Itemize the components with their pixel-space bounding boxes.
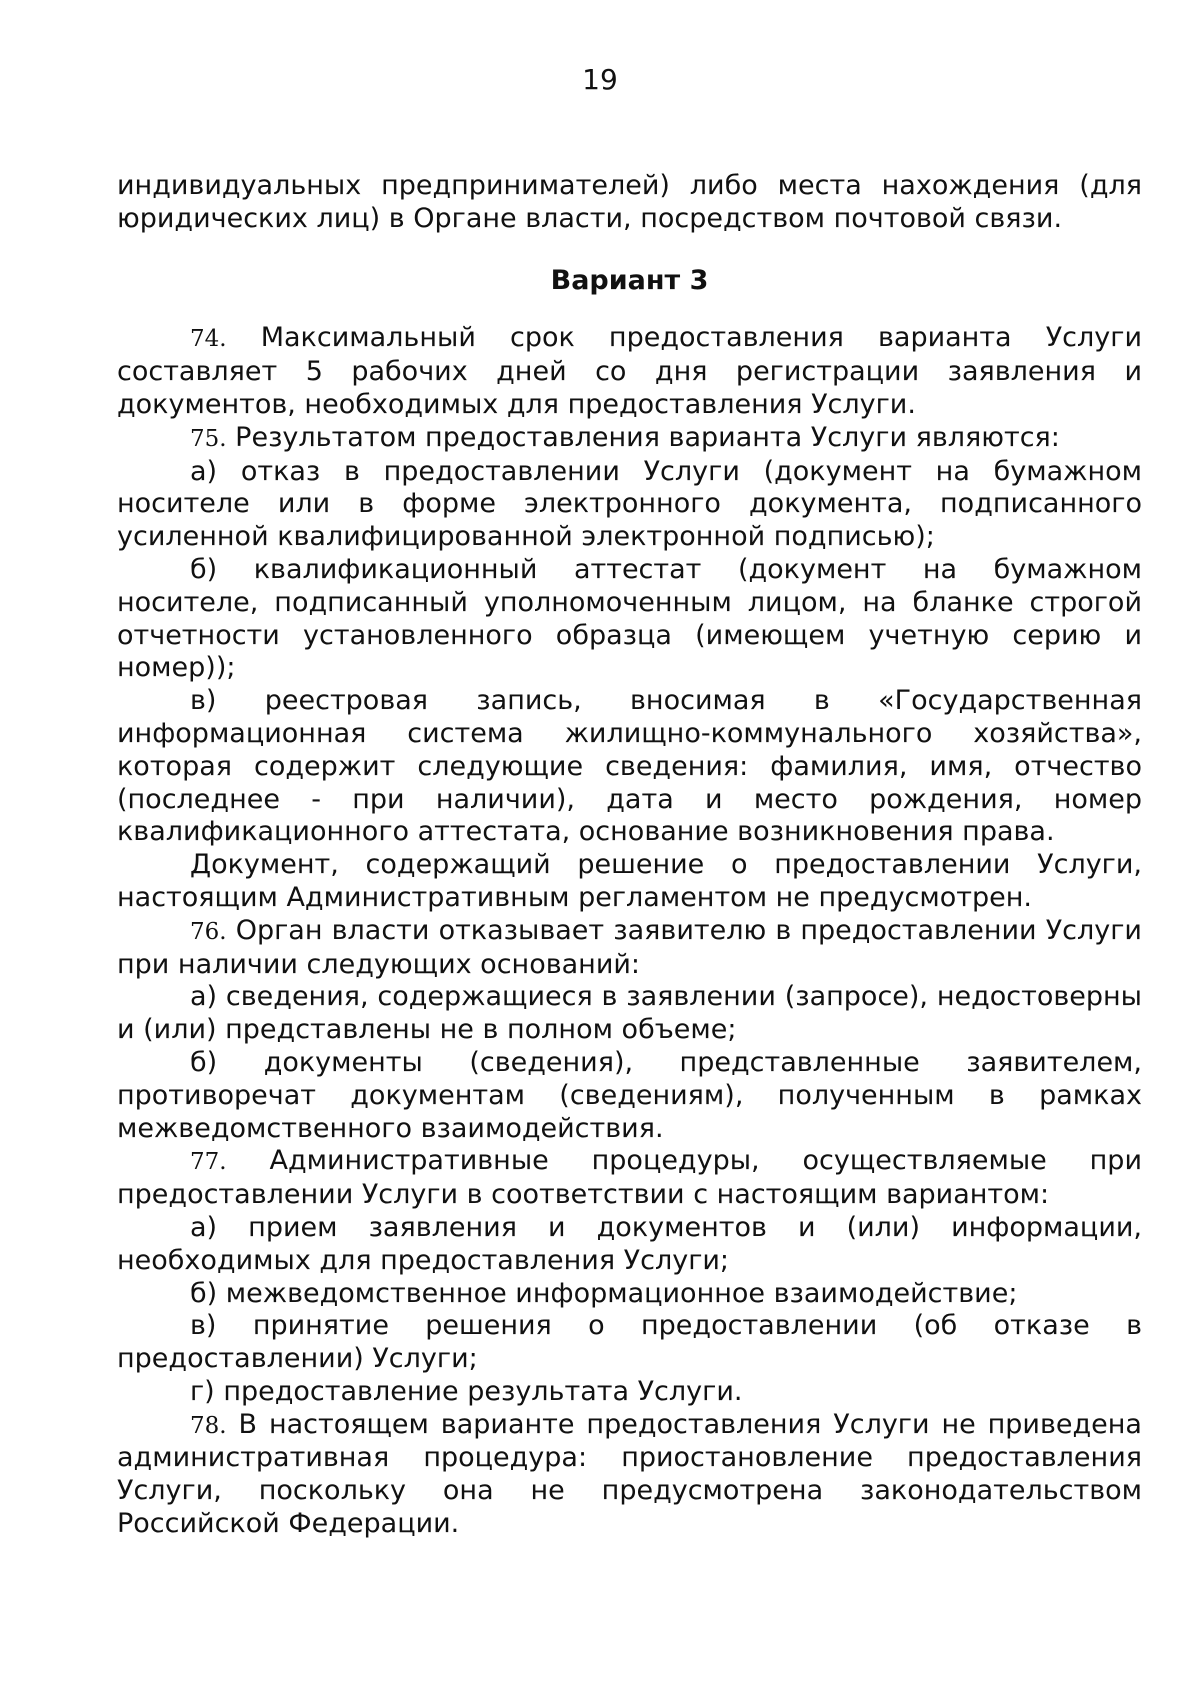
subitem-marker: г) (190, 1375, 215, 1407)
paragraph-text: Документ, содержащий решение о предоставлении Услуги, настоящим Административным регламентом не предусмотрен. (117, 849, 1142, 913)
subitem-77v (117, 1310, 1142, 1376)
subitem-text: документы (сведения), представленные заявителем, противоречат документам (сведениям), полученным в рамках межведомственного взаимодействия. (117, 1046, 1143, 1144)
paragraph-text: Административные процедуры, осуществляемые при предоставлении Услуги в соответствии с настоящим вариантом: (117, 1145, 1142, 1211)
subitem-76b (117, 1047, 1142, 1145)
subitem-77g (117, 1376, 1142, 1409)
subitem-text: принятие решения о предоставлении (об отказе в предоставлении) Услуги; (117, 1310, 1142, 1375)
subitem-76a (117, 981, 1142, 1047)
subitem-text: квалификационный аттестат (документ на бумажном носителе, подписанный уполномоченным лицом, на бланке строгой отчетности установленного образца (имеющем учетную серию и номер)); (117, 553, 1142, 684)
subitem-75a (117, 456, 1142, 554)
intro-paragraph: индивидуальных предпринимателей) либо места нахождения (для юридических лиц) в Органе власти, посредством почтовой связи. (117, 170, 1142, 234)
paragraph-number: 76. (190, 918, 227, 945)
subitem-marker: б) (190, 1046, 218, 1078)
page-number: 19 (582, 63, 618, 96)
subitem-text: реестровая запись, вносимая в «Государственная информационная система жилищно-коммунального хозяйства», которая содержит следующие сведения: фамилия, имя, отчество (последнее - при наличии), дата и место рождения, номер квалификационного аттестата, основание возникновения права. (117, 685, 1142, 848)
paragraph-text: Максимальный срок предоставления варианта Услуги составляет 5 рабочих дней со дня регистрации заявления и документов, необходимых для предоставления Услуги. (117, 322, 1142, 420)
subitem-marker: а) (190, 981, 218, 1013)
document-body (117, 170, 1142, 1541)
subitem-marker: в) (190, 1310, 217, 1342)
paragraph-78 (117, 1409, 1142, 1541)
subitem-text: отказ в предоставлении Услуги (документ на бумажном носителе или в форме электронного документа, подписанного усиленной квалифицированной электронной подписью); (117, 455, 1143, 553)
subitem-text: прием заявления и документов и (или) информации, необходимых для предоставления Услуги; (117, 1211, 1142, 1276)
subitem-77b (117, 1278, 1142, 1311)
subitem-marker: б) (190, 1277, 218, 1309)
section-heading: Вариант 3 (550, 264, 709, 296)
paragraph-number: 77. (190, 1149, 227, 1176)
subitem-text: межведомственное информационное взаимодействие; (225, 1277, 1018, 1309)
paragraph-75 (117, 422, 1142, 456)
subitem-text: предоставление результата Услуги. (223, 1375, 743, 1407)
paragraph-text: Результатом предоставления варианта Услуги являются: (235, 421, 1060, 453)
subitem-marker: а) (190, 455, 218, 487)
subitem-text: сведения, содержащиеся в заявлении (запросе), недостоверны и (или) представлены не в полном объеме; (117, 981, 1142, 1046)
subitem-marker: б) (190, 553, 218, 585)
subitem-marker: а) (190, 1211, 218, 1243)
paragraph-text: Орган власти отказывает заявителю в предоставлении Услуги при наличии следующих оснований: (117, 914, 1142, 980)
paragraph-76 (117, 915, 1142, 982)
paragraph-74 (117, 322, 1142, 421)
paragraph-77 (117, 1145, 1142, 1212)
subitem-77a (117, 1212, 1142, 1278)
paragraph-number: 75. (190, 425, 227, 452)
paragraph-text: В настоящем варианте предоставления Услуги не приведена административная процедура: приостановление предоставления Услуги, поскольку она не предусмотрена законодательством Российской Федерации. (117, 1408, 1142, 1540)
paragraph-number: 78. (190, 1412, 227, 1439)
note-paragraph (117, 849, 1142, 915)
subitem-75b (117, 554, 1142, 685)
paragraph-number: 74. (190, 326, 227, 353)
subitem-75v (117, 685, 1142, 849)
subitem-marker: в) (190, 685, 217, 717)
